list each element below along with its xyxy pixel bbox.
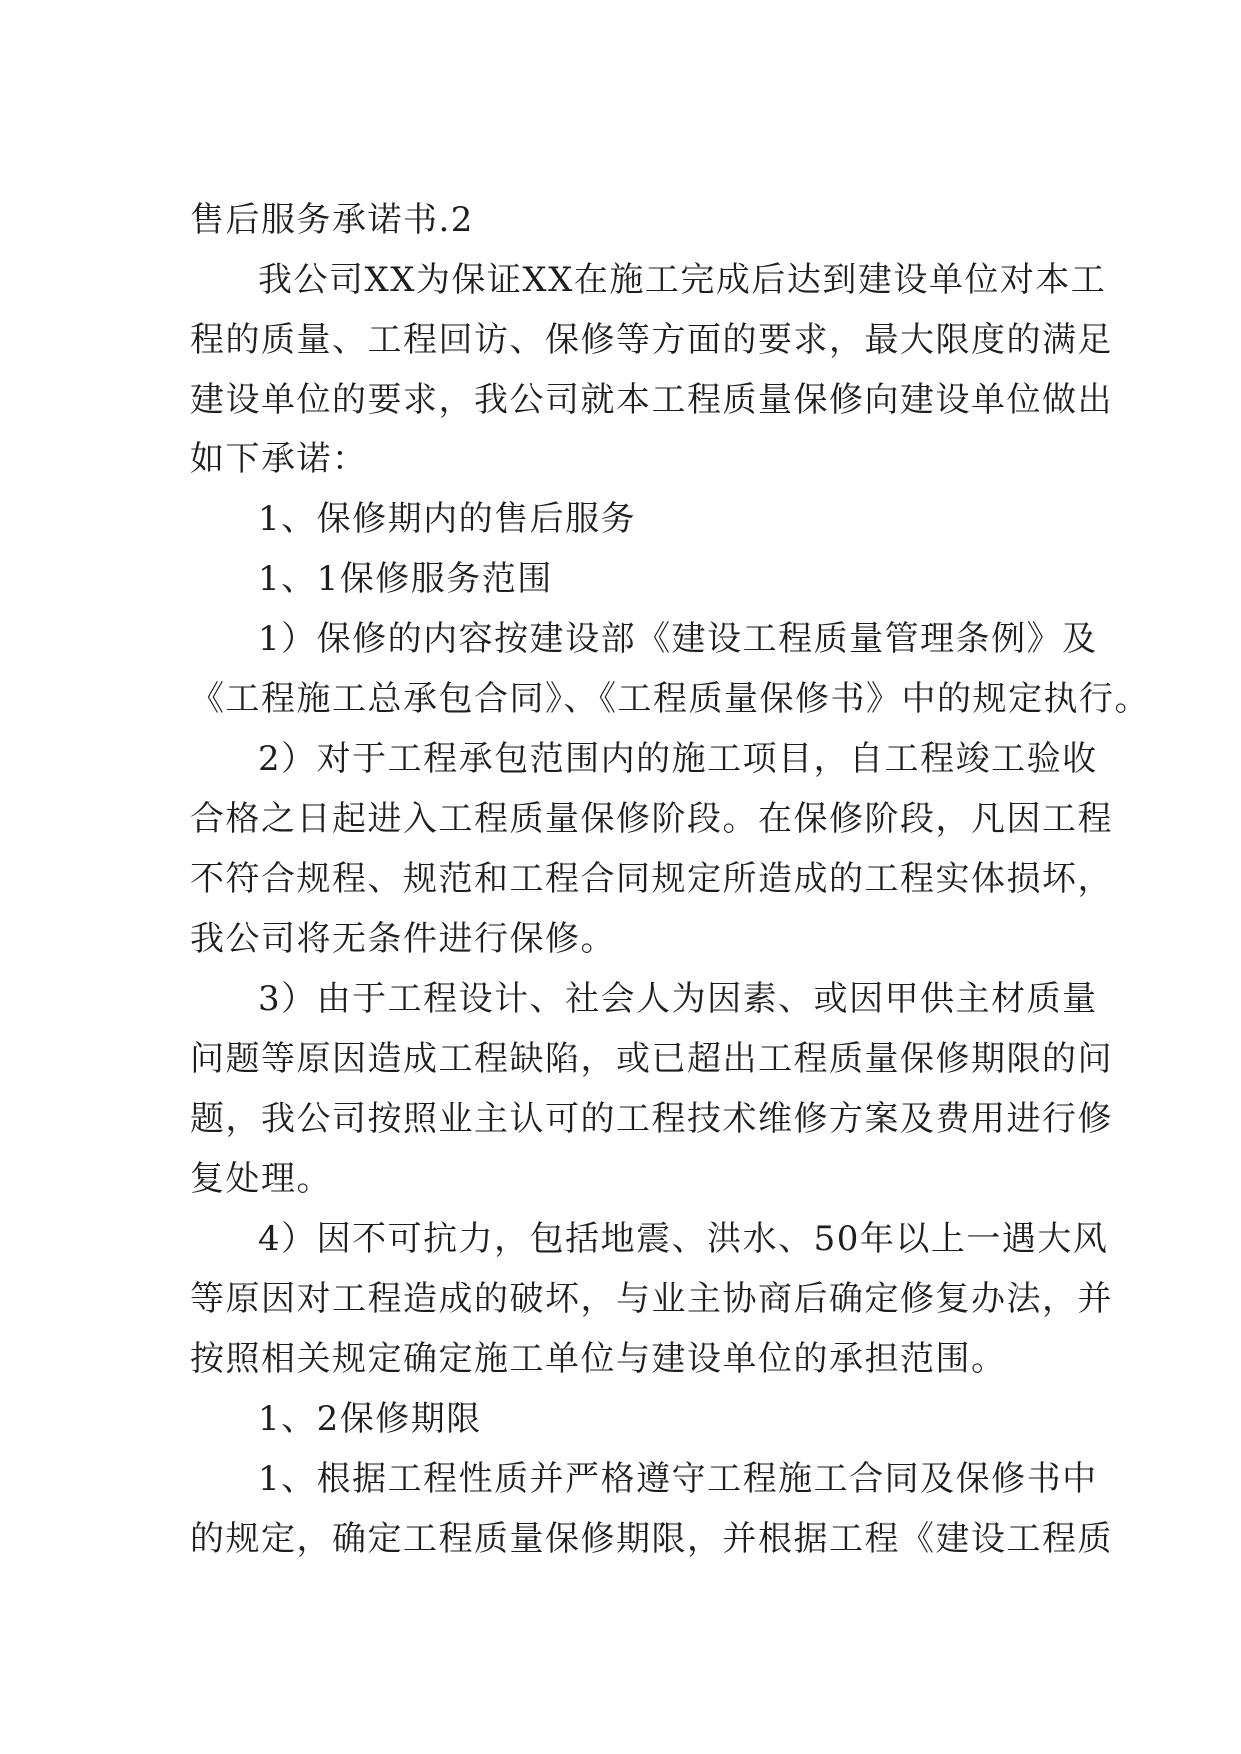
paragraph-line: 建设单位的要求，我公司就本工程质量保修向建设单位做出 xyxy=(190,380,1113,420)
paragraph-line: 1、根据工程性质并严格遵守工程施工合同及保修书中 xyxy=(258,1459,1098,1499)
section-heading: 1、保修期内的售后服务 xyxy=(258,499,637,539)
paragraph-line: 我公司XX为保证XX在施工完成后达到建设单位对本工 xyxy=(258,260,1107,300)
paragraph-line: 问题等原因造成工程缺陷，或已超出工程质量保修期限的问 xyxy=(190,1039,1113,1079)
paragraph-line: 合格之日起进入工程质量保修阶段。在保修阶段，凡因工程 xyxy=(190,799,1113,839)
paragraph-line: 1）保修的内容按建设部《建设工程质量管理条例》及 xyxy=(258,619,1098,659)
paragraph-line: 的规定，确定工程质量保修期限，并根据工程《建设工程质 xyxy=(190,1519,1113,1559)
paragraph-line: 《工程施工总承包合同》、《工程质量保修书》中的规定执行。 xyxy=(190,679,1150,719)
paragraph-line: 3）由于工程设计、社会人为因素、或因甲供主材质量 xyxy=(258,979,1098,1019)
paragraph-line: 2）对于工程承包范围内的施工项目，自工程竣工验收 xyxy=(258,739,1098,779)
paragraph-line: 如下承诺： xyxy=(190,439,368,479)
paragraph-line: 按照相关规定确定施工单位与建设单位的承担范围。 xyxy=(190,1339,1007,1379)
document-title: 售后服务承诺书.2 xyxy=(190,200,474,240)
paragraph-line: 题，我公司按照业主认可的工程技术维修方案及费用进行修 xyxy=(190,1099,1113,1139)
paragraph-line: 4）因不可抗力，包括地震、洪水、50年以上一遇大风 xyxy=(258,1219,1109,1259)
subsection-heading: 1、2保修期限 xyxy=(258,1399,482,1439)
paragraph-line: 复处理。 xyxy=(190,1159,332,1199)
paragraph-line: 我公司将无条件进行保修。 xyxy=(190,919,616,959)
paragraph-line: 等原因对工程造成的破坏，与业主协商后确定修复办法，并 xyxy=(190,1279,1113,1319)
paragraph-line: 程的质量、工程回访、保修等方面的要求，最大限度的满足 xyxy=(190,320,1113,360)
subsection-heading: 1、1保修服务范围 xyxy=(258,559,553,599)
paragraph-line: 不符合规程、规范和工程合同规定所造成的工程实体损坏， xyxy=(190,859,1113,899)
